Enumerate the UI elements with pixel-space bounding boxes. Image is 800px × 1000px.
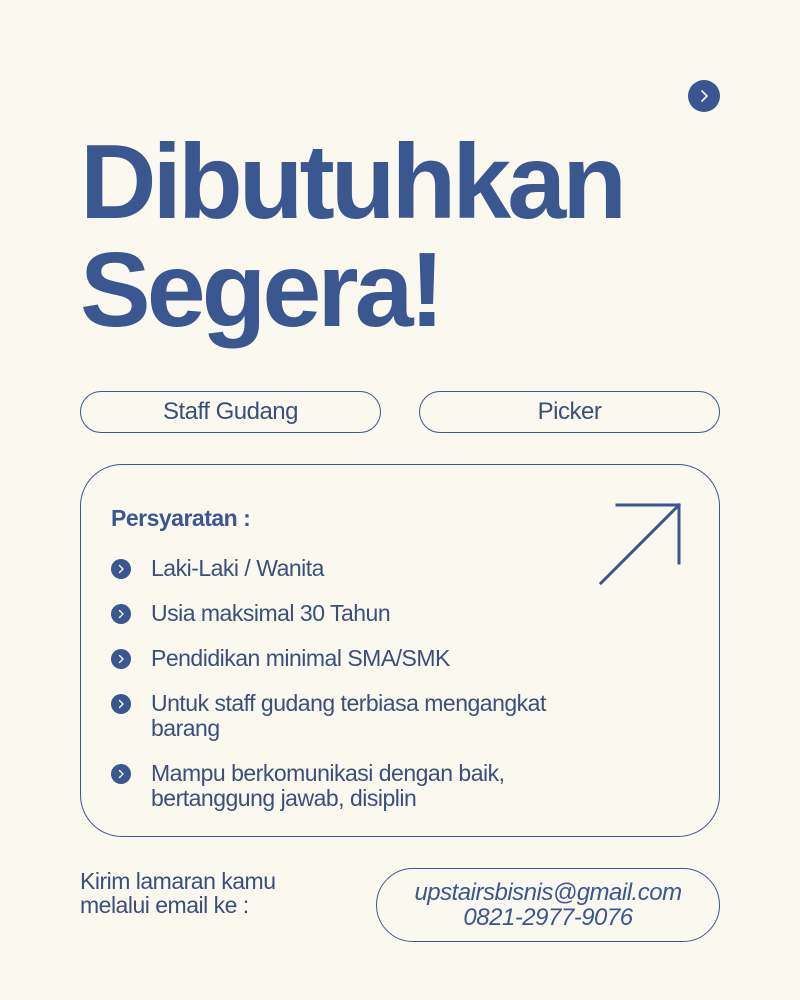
list-item: [111, 761, 591, 811]
chevron-right-icon: [111, 764, 131, 784]
list-item: [111, 556, 591, 581]
requirements-list: [111, 553, 591, 811]
requirement-text: Laki-Laki / Wanita: [151, 555, 324, 581]
arrow-up-right-icon: [597, 501, 683, 587]
list-item: [111, 691, 591, 741]
contact-phone[interactable]: 0821-2977-9076: [463, 904, 633, 931]
headline: [80, 123, 623, 349]
list-item: [111, 601, 591, 626]
chevron-right-icon: [697, 89, 711, 103]
list-item: [111, 646, 591, 671]
requirement-text: Untuk staff gudang terbiasa mengangkat barang: [151, 690, 546, 741]
position-tag-picker: Picker: [419, 391, 720, 433]
requirements-card: [80, 464, 720, 837]
apply-instructions: [80, 869, 276, 917]
position-tag-staff-gudang: Staff Gudang: [80, 391, 381, 433]
chevron-right-icon: [111, 694, 131, 714]
headline-line-2: Segera!: [80, 231, 441, 349]
apply-line-2: melalui email ke :: [80, 892, 249, 918]
next-button[interactable]: [688, 80, 720, 112]
contact-email[interactable]: upstairsbisnis@gmail.com: [414, 879, 682, 906]
requirement-text: Usia maksimal 30 Tahun: [151, 600, 391, 626]
requirements-title: Persyaratan :: [111, 505, 251, 531]
chevron-right-icon: [111, 604, 131, 624]
chevron-right-icon: [111, 559, 131, 579]
requirement-text: Mampu berkomunikasi dengan baik, bertanggung jawab, disiplin: [151, 760, 505, 811]
chevron-right-icon: [111, 649, 131, 669]
apply-line-1: Kirim lamaran kamu: [80, 868, 276, 894]
requirement-text: Pendidikan minimal SMA/SMK: [151, 645, 450, 671]
headline-line-1: Dibutuhkan: [80, 123, 623, 241]
contact-box: [376, 868, 720, 942]
